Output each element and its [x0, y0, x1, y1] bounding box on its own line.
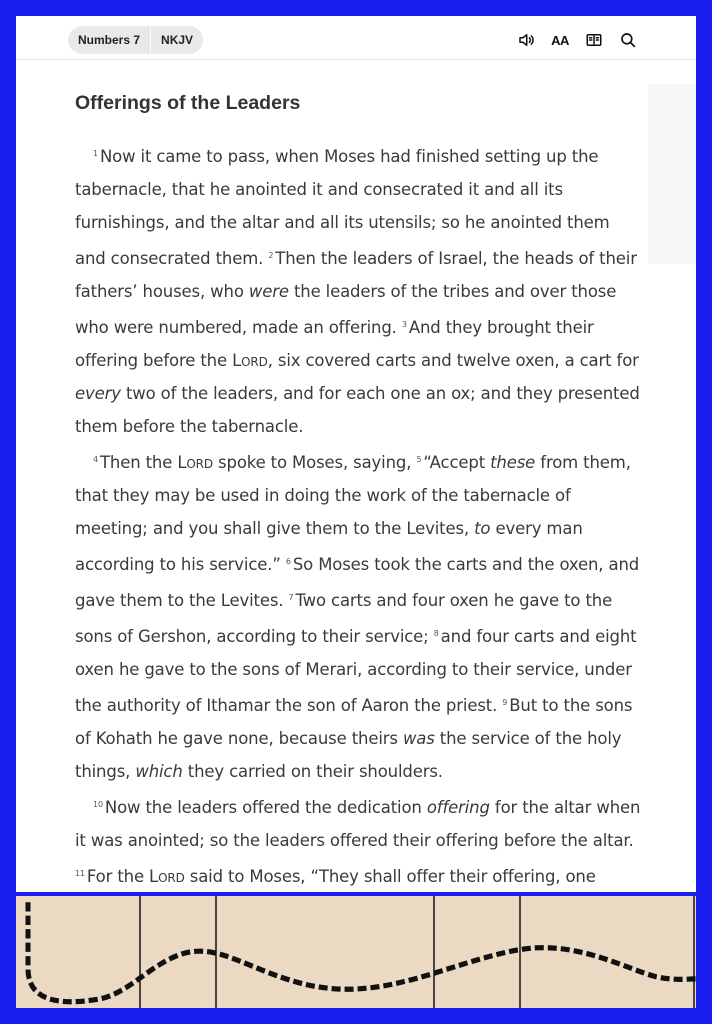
- reference-selector: [68, 26, 203, 54]
- verse-text[interactable]: and four carts and eight oxen he gave to the sons of Merari, according to their service, under the authority of Ithamar the son of Aaron the priest.: [75, 627, 637, 715]
- verse-text[interactable]: So Moses took the carts and the oxen, and gave them to the Levites.: [75, 555, 640, 610]
- version-button[interactable]: NKJV: [150, 26, 203, 54]
- verse-text[interactable]: Now the leaders offered the dedication offering for the altar when it was anointed; so the leaders offered their offering before the altar.: [75, 798, 641, 850]
- wavy-path-graphic: [16, 896, 696, 1008]
- verse-number: 9: [502, 698, 508, 707]
- verse-text[interactable]: For the Lord said to Moses, “They shall offer their offering, one: [86, 867, 596, 886]
- speaker-icon[interactable]: [516, 30, 536, 50]
- verse-number: 7: [288, 593, 294, 602]
- toolbar-actions: [516, 30, 638, 50]
- paragraph-1: [75, 137, 645, 443]
- verse-text[interactable]: But to the sons of Kohath he gave none, because theirs was the service of the holy things, which they carried on their shoulders.: [75, 696, 633, 781]
- font-size-icon[interactable]: AA: [551, 32, 569, 48]
- passage-content: [75, 92, 645, 926]
- reader-screen: [16, 16, 696, 1008]
- side-panel-edge: [648, 84, 696, 264]
- section-heading: Offerings of the Leaders: [75, 92, 301, 114]
- search-icon[interactable]: [618, 30, 638, 50]
- verse-number: 5: [416, 455, 422, 464]
- paragraph-2: [75, 443, 645, 788]
- verse-number: 6: [285, 557, 291, 566]
- verse-number: 3: [401, 320, 407, 329]
- verse-number: 4: [93, 455, 98, 464]
- verse-number: 2: [268, 251, 274, 260]
- verse-text[interactable]: Two carts and four oxen he gave to the sons of Gershon, according to their service;: [75, 591, 613, 646]
- verse-text[interactable]: Then the Lord spoke to Moses, saying,: [99, 453, 412, 472]
- verse-text[interactable]: And they brought their offering before the Lord, six covered carts and twelve oxen, a cart for every two of the leaders, and for each one an ox; and they presented them before the tabernacle.: [75, 318, 640, 436]
- verse-number: 1: [93, 149, 98, 158]
- book-icon[interactable]: [584, 30, 604, 50]
- book-chapter-button[interactable]: Numbers 7: [78, 33, 141, 47]
- verse-text[interactable]: “Accept these from them, that they may be used in doing the work of the tabernacle of meeting; and you shall give them to the Levites, to every man according to his service.”: [75, 453, 631, 574]
- top-toolbar: [16, 16, 696, 60]
- verse-text[interactable]: Now it came to pass, when Moses had finished setting up the tabernacle, that he anointed it and consecrated it and all its furnishings, and the altar and all its utensils; so he anointed them and consecrated them.: [75, 147, 610, 268]
- verse-text[interactable]: Then the leaders of Israel, the heads of their fathers’ houses, who were the leaders of the tribes and over those who were numbered, made an offering.: [75, 249, 637, 337]
- verse-number: 11: [75, 869, 85, 878]
- verse-number: 10: [93, 800, 103, 809]
- verse-number: 8: [433, 629, 439, 638]
- decorative-overlay: [16, 892, 696, 1008]
